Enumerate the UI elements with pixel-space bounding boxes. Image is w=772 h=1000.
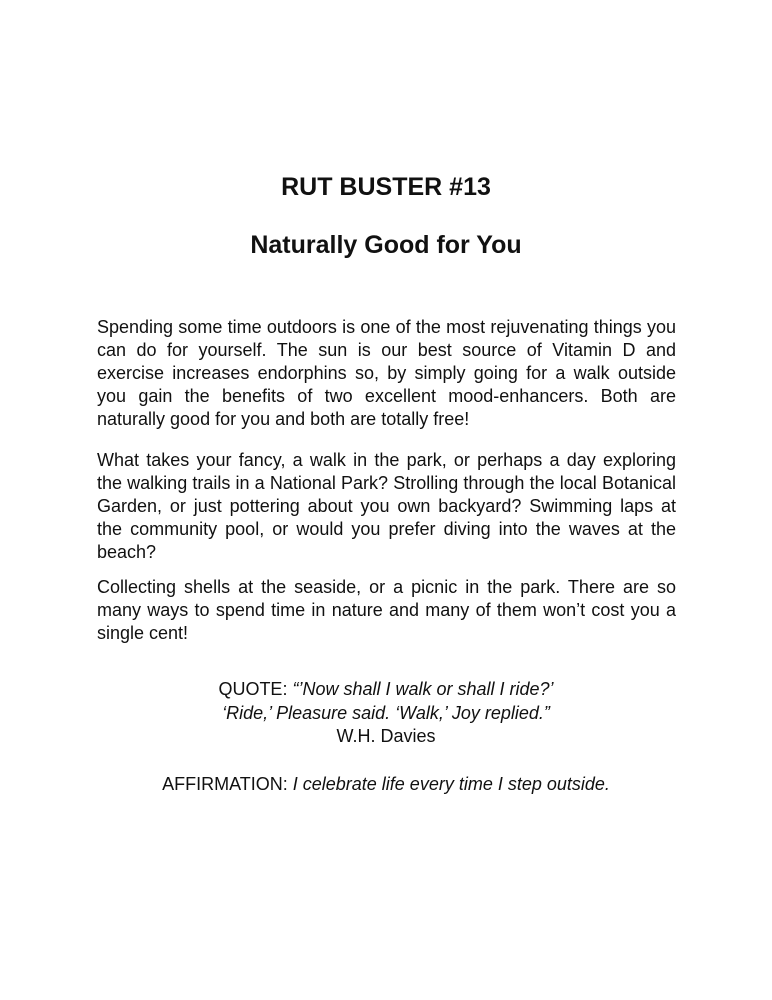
page-subtitle: Naturally Good for You	[250, 231, 522, 259]
affirmation-label: AFFIRMATION:	[162, 774, 293, 794]
quote-text-1: “’Now shall I walk or shall I ride?’	[292, 679, 554, 699]
quote-label: QUOTE:	[218, 679, 293, 699]
paragraph-2: What takes your fancy, a walk in the park, or perhaps a day exploring the walking trails in a National Park? Strolling through the local Botanical Garden, or just pottering about you own backyard? Swimming laps at the community pool, or would you prefer diving into the waves at the beach?	[97, 450, 676, 562]
paragraph-1: Spending some time outdoors is one of the most rejuvenating things you can do for yourself. The sun is our best source of Vitamin D and exercise increases endorphins so, by simply going for a walk outside you gain the benefits of two excellent mood-enhancers. Both are naturally good for you and both are totally free!	[97, 317, 676, 429]
paragraph-3: Collecting shells at the seaside, or a picnic in the park. There are so many ways to spend time in nature and many of them won’t cost you a single cent!	[97, 577, 676, 643]
quote-line-1	[0, 678, 772, 701]
affirmation	[0, 773, 772, 796]
page-title: RUT BUSTER #13	[281, 173, 491, 201]
affirmation-text: I celebrate life every time I step outside.	[292, 774, 610, 794]
quote-line-2: ‘Ride,’ Pleasure said. ‘Walk,’ Joy replied.”	[222, 703, 550, 723]
quote-author: W.H. Davies	[336, 726, 436, 746]
